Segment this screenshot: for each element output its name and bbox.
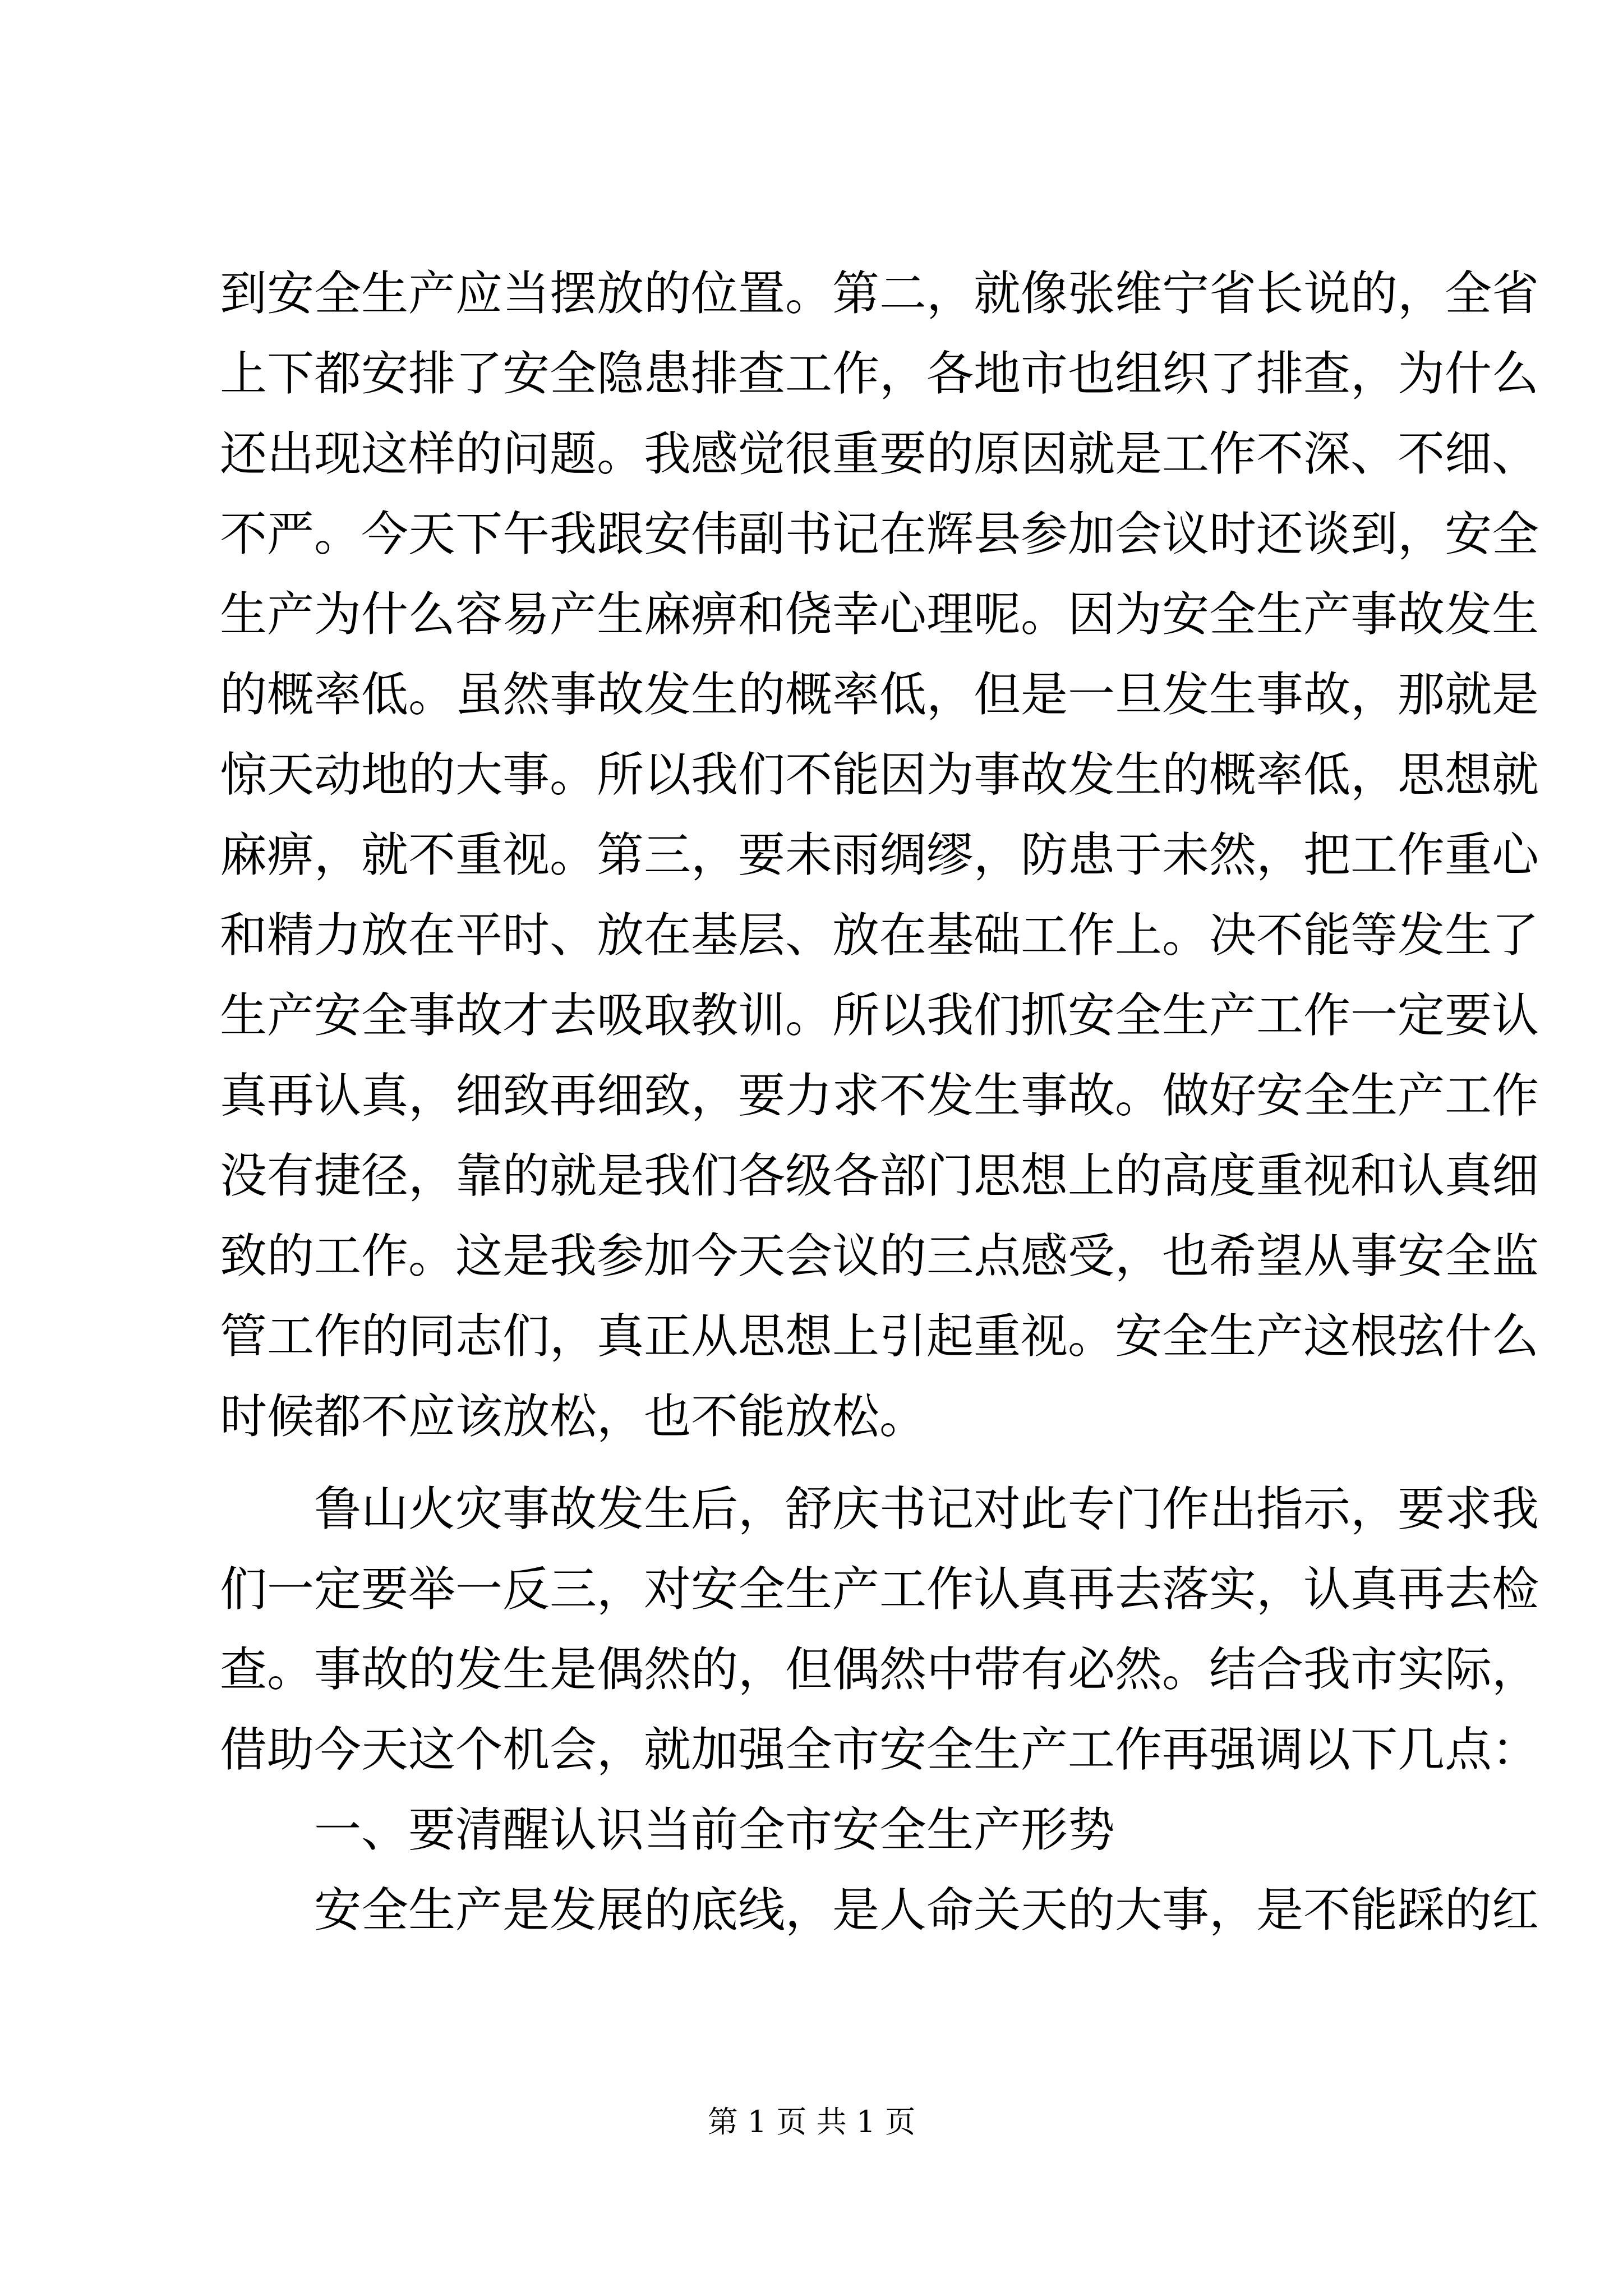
- text-line: 真再认真，细致再细致，要力求不发生事故。做好安全生产工作: [220, 1068, 1539, 1123]
- text-line: 们一定要举一反三，对安全生产工作认真再去落实，认真再去检: [220, 1562, 1539, 1617]
- text-line: 时候都不应该放松，也不能放松。: [220, 1389, 927, 1444]
- section-heading: 一、要清醒认识当前全市安全生产形势: [314, 1802, 1115, 1857]
- text-line: 生产为什么容易产生麻痹和侥幸心理呢。因为安全生产事故发生: [220, 587, 1539, 642]
- text-line: 麻痹，就不重视。第三，要未雨绸缪，防患于未然，把工作重心: [220, 827, 1539, 882]
- page-footer: 第 1 页 共 1 页: [707, 2104, 916, 2139]
- text-line: 安全生产是发展的底线，是人命关天的大事，是不能踩的红: [314, 1883, 1539, 1938]
- text-line: 致的工作。这是我参加今天会议的三点感受，也希望从事安全监: [220, 1228, 1539, 1283]
- text-line: 还出现这样的问题。我感觉很重要的原因就是工作不深、不细、: [220, 426, 1539, 481]
- text-line: 不严。今天下午我跟安伟副书记在辉县参加会议时还谈到，安全: [220, 507, 1539, 562]
- text-line: 上下都安排了安全隐患排查工作，各地市也组织了排查，为什么: [220, 346, 1539, 401]
- text-line: 生产安全事故才去吸取教训。所以我们抓安全生产工作一定要认: [220, 988, 1539, 1043]
- text-line: 到安全生产应当摆放的位置。第二，就像张维宁省长说的，全省: [220, 266, 1539, 321]
- text-line: 管工作的同志们，真正从思想上引起重视。安全生产这根弦什么: [220, 1309, 1539, 1364]
- paragraph-gap: [220, 1457, 1414, 1469]
- text-line: 鲁山火灾事故发生后，舒庆书记对此专门作出指示，要求我: [314, 1481, 1539, 1536]
- text-line: 借助今天这个机会，就加强全市安全生产工作再强调以下几点：: [220, 1722, 1539, 1777]
- text-line: 的概率低。虽然事故发生的概率低，但是一旦发生事故，那就是: [220, 667, 1539, 722]
- text-line: 惊天动地的大事。所以我们不能因为事故发生的概率低，思想就: [220, 747, 1539, 802]
- text-line: 没有捷径，靠的就是我们各级各部门思想上的高度重视和认真细: [220, 1148, 1539, 1203]
- text-line: 和精力放在平时、放在基层、放在基础工作上。决不能等发生了: [220, 908, 1539, 963]
- text-line: 查。事故的发生是偶然的，但偶然中带有必然。结合我市实际，: [220, 1642, 1539, 1697]
- document-body: [220, 254, 1539, 1950]
